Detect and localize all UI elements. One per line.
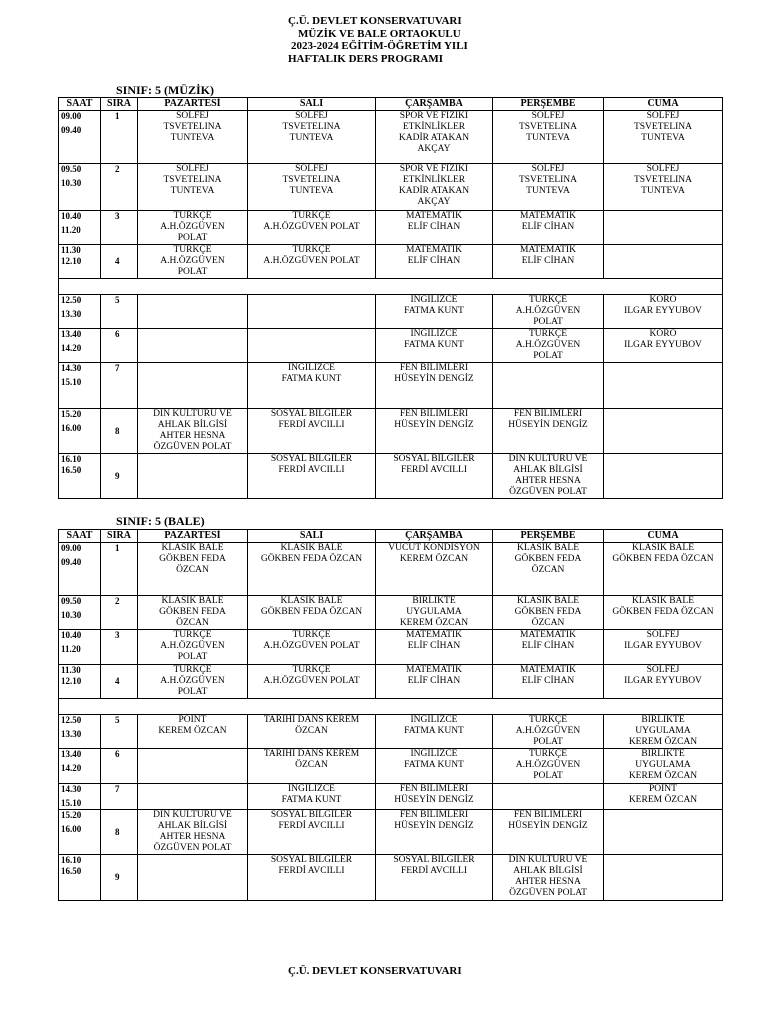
lunch-break-row — [59, 699, 723, 715]
header-row — [59, 98, 723, 111]
lesson-cell: SOSYAL BİLGİLER FERDİ AVCILLI — [248, 810, 376, 855]
lesson-cell — [604, 855, 723, 901]
time-cell — [59, 329, 101, 363]
column-header: PAZARTESİ — [138, 98, 248, 111]
time-cell — [59, 111, 101, 164]
end-time: 11.20 — [61, 644, 81, 654]
lesson-cell: POİNT KEREM ÖZCAN — [604, 784, 723, 810]
start-time: 11.30 — [61, 665, 81, 675]
lesson-cell: MATEMATİK ELİF CİHAN — [376, 630, 493, 665]
section-title-muzik: SINIF: 5 (MÜZİK) — [116, 83, 214, 97]
time-cell — [59, 630, 101, 665]
lesson-cell: KORO ILGAR EYYUBOV — [604, 329, 723, 363]
time-cell — [59, 245, 101, 279]
table-row — [59, 665, 723, 699]
lesson-number: 3 — [101, 211, 138, 245]
lesson-cell: SOLFEJ TSVETELINA TUNTEVA — [604, 164, 723, 211]
lesson-cell: MATEMATİK ELİF CİHAN — [376, 211, 493, 245]
end-time: 09.40 — [61, 125, 82, 135]
start-time: 09.00 — [61, 543, 82, 553]
time-cell — [59, 810, 101, 855]
lesson-cell: KLASİK BALE GÖKBEN FEDA ÖZCAN — [138, 543, 248, 596]
column-header: CUMA — [604, 98, 723, 111]
header-row — [59, 530, 723, 543]
schedule-table-muzik — [58, 97, 723, 499]
column-header: SIRA — [101, 98, 138, 111]
start-time: 09.50 — [61, 164, 82, 174]
lesson-cell: FEN BİLİMLERİ HÜSEYİN DENGİZ — [493, 409, 604, 454]
lesson-number: 3 — [101, 630, 138, 665]
lesson-cell: SOLFEJ TSVETELINA TUNTEVA — [604, 111, 723, 164]
lesson-cell: TARİHİ DANS KEREM ÖZCAN — [248, 715, 376, 749]
lesson-number: 4 — [101, 245, 138, 279]
lesson-cell: FEN BİLİMLERİ HÜSEYİN DENGİZ — [376, 784, 493, 810]
lesson-number: 4 — [101, 665, 138, 699]
end-time: 16.50 — [61, 866, 82, 876]
column-header: PERŞEMBE — [493, 98, 604, 111]
end-time: 09.40 — [61, 557, 82, 567]
lesson-cell: SOLFEJ TSVETELINA TUNTEVA — [493, 164, 604, 211]
time-cell — [59, 596, 101, 630]
lesson-cell: VÜCUT KONDİSYON KEREM ÖZCAN — [376, 543, 493, 596]
time-cell — [59, 211, 101, 245]
column-header: SALI — [248, 530, 376, 543]
time-cell — [59, 715, 101, 749]
lesson-cell: MATEMATİK ELİF CİHAN — [376, 665, 493, 699]
time-cell — [59, 784, 101, 810]
lesson-cell — [138, 295, 248, 329]
lesson-cell — [138, 363, 248, 409]
lesson-cell — [604, 363, 723, 409]
lesson-cell: TÜRKÇE A.H.ÖZGÜVEN POLAT — [138, 630, 248, 665]
time-cell — [59, 665, 101, 699]
lesson-cell: SOLFEJ TSVETELINA TUNTEVA — [493, 111, 604, 164]
table-row — [59, 363, 723, 409]
lesson-cell: İNGİLİZCE FATMA KUNT — [376, 749, 493, 784]
section-title-bale: SINIF: 5 (BALE) — [116, 514, 205, 528]
lesson-cell: BİRLİKTE UYGULAMA KEREM ÖZCAN — [604, 749, 723, 784]
lesson-cell — [138, 784, 248, 810]
lesson-cell: TÜRKÇE A.H.ÖZGÜVEN POLAT — [138, 211, 248, 245]
end-time: 12.10 — [61, 676, 82, 686]
end-time: 13.30 — [61, 309, 82, 319]
end-time: 16.00 — [61, 423, 82, 433]
break-cell — [59, 699, 723, 715]
lesson-cell: İNGİLİZCE FATMA KUNT — [376, 715, 493, 749]
header-program: HAFTALIK DERS PROGRAMI — [288, 52, 444, 65]
end-time: 15.10 — [61, 377, 82, 387]
document-footer: Ç.Ü. DEVLET KONSERVATUVARI — [288, 965, 462, 977]
lesson-cell: SOLFEJ TSVETELINA TUNTEVA — [138, 164, 248, 211]
end-time: 13.30 — [61, 729, 82, 739]
lesson-cell — [604, 211, 723, 245]
lesson-cell: KLASİK BALE GÖKBEN FEDA ÖZCAN — [248, 596, 376, 630]
lesson-cell: TÜRKÇE A.H.ÖZGÜVEN POLAT — [493, 295, 604, 329]
lesson-number: 2 — [101, 596, 138, 630]
time-cell — [59, 855, 101, 901]
lesson-cell: MATEMATİK ELİF CİHAN — [493, 630, 604, 665]
lesson-cell — [138, 855, 248, 901]
end-time: 12.10 — [61, 256, 82, 266]
column-header: PAZARTESİ — [138, 530, 248, 543]
table-row — [59, 715, 723, 749]
lesson-cell — [138, 749, 248, 784]
end-time: 16.00 — [61, 824, 82, 834]
lesson-cell — [248, 295, 376, 329]
table-row — [59, 596, 723, 630]
table-row — [59, 245, 723, 279]
lesson-cell: MATEMATİK ELİF CİHAN — [493, 245, 604, 279]
table-row — [59, 630, 723, 665]
schedule-table-bale — [58, 529, 723, 901]
column-header: SALI — [248, 98, 376, 111]
lesson-cell — [604, 409, 723, 454]
end-time: 14.20 — [61, 343, 82, 353]
lesson-cell: TÜRKÇE A.H.ÖZGÜVEN POLAT — [138, 665, 248, 699]
lesson-cell — [248, 329, 376, 363]
time-cell — [59, 164, 101, 211]
lesson-cell: TÜRKÇE A.H.ÖZGÜVEN POLAT — [248, 211, 376, 245]
lesson-cell: KLASİK BALE GÖKBEN FEDA ÖZCAN — [138, 596, 248, 630]
lesson-cell: KLASİK BALE GÖKBEN FEDA ÖZCAN — [493, 543, 604, 596]
lesson-number: 6 — [101, 329, 138, 363]
column-header: CUMA — [604, 530, 723, 543]
table-row — [59, 810, 723, 855]
table-row — [59, 295, 723, 329]
header-year: 2023-2024 EĞİTİM-ÖĞRETİM YILI — [291, 40, 468, 52]
start-time: 12.50 — [61, 715, 82, 725]
start-time: 10.40 — [61, 630, 82, 640]
lesson-number: 8 — [101, 409, 138, 454]
table-row — [59, 329, 723, 363]
column-header: SAAT — [59, 530, 101, 543]
lesson-cell: TÜRKÇE A.H.ÖZGÜVEN POLAT — [493, 715, 604, 749]
table-row — [59, 164, 723, 211]
lesson-cell: FEN BİLİMLERİ HÜSEYİN DENGİZ — [376, 363, 493, 409]
time-cell — [59, 363, 101, 409]
lesson-cell: İNGİLİZCE FATMA KUNT — [248, 784, 376, 810]
lesson-cell: DİN KÜLTÜRÜ VE AHLAK BİLGİSİ AHTER HESNA ÖZGÜVEN POLAT — [493, 454, 604, 499]
lesson-cell: KLASİK BALE GÖKBEN FEDA ÖZCAN — [604, 543, 723, 596]
time-cell — [59, 543, 101, 596]
lesson-cell — [604, 245, 723, 279]
lesson-cell: İNGİLİZCE FATMA KUNT — [248, 363, 376, 409]
lesson-cell: SOSYAL BİLGİLER FERDİ AVCILLI — [376, 454, 493, 499]
lesson-cell: SOLFEJ ILGAR EYYUBOV — [604, 665, 723, 699]
lesson-cell: FEN BİLİMLERİ HÜSEYİN DENGİZ — [376, 810, 493, 855]
table-row — [59, 855, 723, 901]
time-cell — [59, 749, 101, 784]
column-header: PERŞEMBE — [493, 530, 604, 543]
start-time: 12.50 — [61, 295, 82, 305]
lesson-cell: SPOR VE FİZİKİ ETKİNLİKLER KADİR ATAKAN AKÇAY — [376, 111, 493, 164]
end-time: 10.30 — [61, 178, 82, 188]
table-row — [59, 543, 723, 596]
lesson-cell: SOLFEJ TSVETELINA TUNTEVA — [138, 111, 248, 164]
lesson-number: 7 — [101, 363, 138, 409]
column-header: SIRA — [101, 530, 138, 543]
end-time: 16.50 — [61, 465, 82, 475]
lesson-cell: İNGİLİZCE FATMA KUNT — [376, 329, 493, 363]
document-header — [288, 15, 468, 65]
lesson-cell: İNGİLİZCE FATMA KUNT — [376, 295, 493, 329]
start-time: 14.30 — [61, 363, 82, 373]
lesson-cell: FEN BİLİMLERİ HÜSEYİN DENGİZ — [493, 810, 604, 855]
header-school: MÜZİK VE BALE ORTAOKULU — [298, 27, 461, 40]
lesson-number: 9 — [101, 855, 138, 901]
table-row — [59, 784, 723, 810]
end-time: 14.20 — [61, 763, 82, 773]
lesson-cell: TÜRKÇE A.H.ÖZGÜVEN POLAT — [248, 665, 376, 699]
lesson-number: 1 — [101, 111, 138, 164]
time-cell — [59, 295, 101, 329]
lesson-cell: TÜRKÇE A.H.ÖZGÜVEN POLAT — [138, 245, 248, 279]
lesson-cell: DİN KÜLTÜRÜ VE AHLAK BİLGİSİ AHTER HESNA ÖZGÜVEN POLAT — [138, 409, 248, 454]
lesson-cell: KORO ILGAR EYYUBOV — [604, 295, 723, 329]
lesson-cell: POİNT KEREM ÖZCAN — [138, 715, 248, 749]
table-row — [59, 454, 723, 499]
lesson-cell: FEN BİLİMLERİ HÜSEYİN DENGİZ — [376, 409, 493, 454]
start-time: 15.20 — [61, 810, 82, 820]
lesson-cell: TÜRKÇE A.H.ÖZGÜVEN POLAT — [493, 329, 604, 363]
end-time: 10.30 — [61, 610, 82, 620]
lesson-cell — [138, 454, 248, 499]
lesson-cell: SOLFEJ TSVETELINA TUNTEVA — [248, 111, 376, 164]
lesson-cell: TARİHİ DANS KEREM ÖZCAN — [248, 749, 376, 784]
start-time: 13.40 — [61, 329, 82, 339]
lesson-cell: MATEMATİK ELİF CİHAN — [376, 245, 493, 279]
lesson-number: 9 — [101, 454, 138, 499]
start-time: 13.40 — [61, 749, 82, 759]
lesson-cell — [493, 363, 604, 409]
start-time: 09.50 — [61, 596, 82, 606]
lesson-cell: SOSYAL BİLGİLER FERDİ AVCILLI — [376, 855, 493, 901]
table-row — [59, 409, 723, 454]
break-cell — [59, 279, 723, 295]
lesson-cell: BİRLİKTE UYGULAMA KEREM ÖZCAN — [604, 715, 723, 749]
lesson-number: 2 — [101, 164, 138, 211]
lesson-cell: KLASİK BALE GÖKBEN FEDA ÖZCAN — [493, 596, 604, 630]
lesson-cell: MATEMATİK ELİF CİHAN — [493, 665, 604, 699]
lesson-cell: MATEMATİK ELİF CİHAN — [493, 211, 604, 245]
lesson-cell: SOLFEJ ILGAR EYYUBOV — [604, 630, 723, 665]
lesson-cell — [604, 454, 723, 499]
lunch-break-row — [59, 279, 723, 295]
lesson-number: 1 — [101, 543, 138, 596]
lesson-number: 8 — [101, 810, 138, 855]
lesson-cell: SOSYAL BİLGİLER FERDİ AVCILLI — [248, 454, 376, 499]
end-time: 11.20 — [61, 225, 81, 235]
start-time: 16.10 — [61, 855, 82, 865]
lesson-cell: KLASİK BALE GÖKBEN FEDA ÖZCAN — [604, 596, 723, 630]
lesson-cell — [138, 329, 248, 363]
lesson-cell: SOLFEJ TSVETELINA TUNTEVA — [248, 164, 376, 211]
time-cell — [59, 409, 101, 454]
lesson-cell: SOSYAL BİLGİLER FERDİ AVCILLI — [248, 855, 376, 901]
lesson-cell: SOSYAL BİLGİLER FERDİ AVCILLI — [248, 409, 376, 454]
table-row — [59, 111, 723, 164]
start-time: 16.10 — [61, 454, 82, 464]
lesson-cell — [604, 810, 723, 855]
start-time: 14.30 — [61, 784, 82, 794]
lesson-cell: KLASİK BALE GÖKBEN FEDA ÖZCAN — [248, 543, 376, 596]
table-row — [59, 749, 723, 784]
lesson-number: 7 — [101, 784, 138, 810]
lesson-cell — [493, 784, 604, 810]
column-header: ÇARŞAMBA — [376, 530, 493, 543]
start-time: 11.30 — [61, 245, 81, 255]
time-cell — [59, 454, 101, 499]
column-header: ÇARŞAMBA — [376, 98, 493, 111]
end-time: 15.10 — [61, 798, 82, 808]
table-row — [59, 211, 723, 245]
start-time: 15.20 — [61, 409, 82, 419]
lesson-cell: DİN KÜLTÜRÜ VE AHLAK BİLGİSİ AHTER HESNA ÖZGÜVEN POLAT — [138, 810, 248, 855]
column-header: SAAT — [59, 98, 101, 111]
lesson-cell: SPOR VE FİZİKİ ETKİNLİKLER KADİR ATAKAN AKÇAY — [376, 164, 493, 211]
lesson-cell: DİN KÜLTÜRÜ VE AHLAK BİLGİSİ AHTER HESNA ÖZGÜVEN POLAT — [493, 855, 604, 901]
start-time: 10.40 — [61, 211, 82, 221]
lesson-cell: BİRLİKTE UYGULAMA KEREM ÖZCAN — [376, 596, 493, 630]
lesson-cell: TÜRKÇE A.H.ÖZGÜVEN POLAT — [248, 630, 376, 665]
lesson-number: 5 — [101, 715, 138, 749]
lesson-number: 6 — [101, 749, 138, 784]
header-institution: Ç.Ü. DEVLET KONSERVATUVARI — [288, 15, 462, 27]
start-time: 09.00 — [61, 111, 82, 121]
lesson-cell: TÜRKÇE A.H.ÖZGÜVEN POLAT — [493, 749, 604, 784]
lesson-number: 5 — [101, 295, 138, 329]
lesson-cell: TÜRKÇE A.H.ÖZGÜVEN POLAT — [248, 245, 376, 279]
